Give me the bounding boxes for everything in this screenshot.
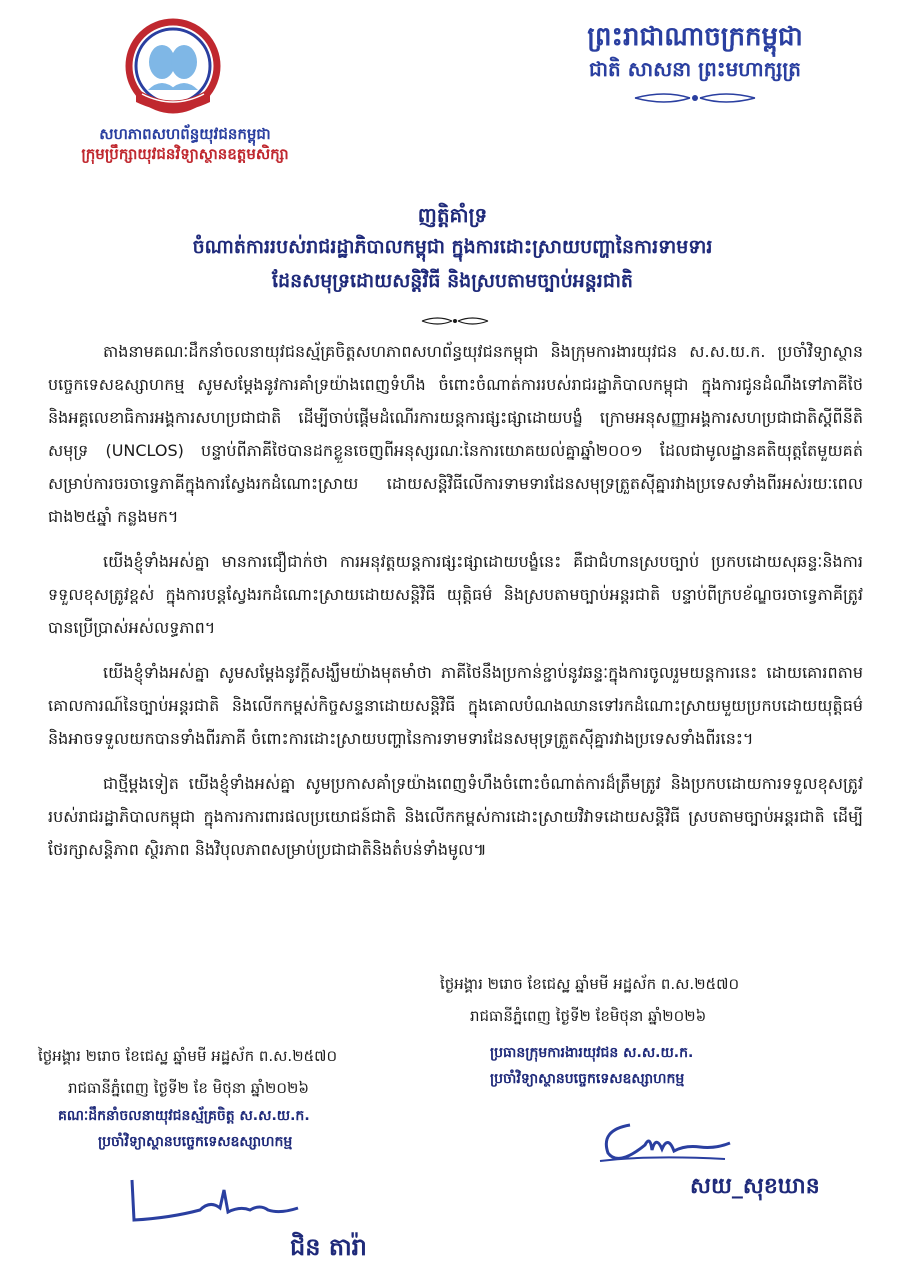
right-signatory-name: សយ_សុខឃាន (690, 1174, 820, 1199)
ornament-divider-icon (630, 90, 760, 106)
title-line-1: ញត្តិគាំទ្រ (417, 203, 488, 227)
right-date-block (440, 968, 860, 1032)
right-solar-date: រាជធានីភ្នំពេញ ថ្ងៃទី២ ខែមិថុនា ឆ្នាំ២០២៦ (470, 1007, 707, 1025)
right-title-line-2: ប្រចាំវិទ្យាស្ថានបច្ចេកទេសឧស្សាហកម្ម (490, 1071, 685, 1087)
youth-federation-logo-icon (118, 18, 228, 120)
paragraph-1: តាងនាមគណៈដឹកនាំចលនាយុវជនស្ម័គ្រចិត្តសហភាពសហព័ន្ធយុវជនកម្ពុជា និងក្រុមការងារយុវជន ស.ស.យ.ក. ប្រចាំវិទ្យាស្ថានបច្ចេកទេសឧស្សាហកម្ម សូមសម្តែងនូវការគាំទ្រយ៉ាងពេញទំហឹង ចំពោះចំណាត់ការរបស់រាជរដ្ឋាភិបាលកម្ពុជា ក្នុងការជូនដំណឹងទៅភាគីថៃ និងអគ្គលេខាធិការអង្គការសហប្រជាជាតិ ដើម្បីចាប់ផ្តើមដំណើរការយន្តការផ្សះផ្សាដោយបង្ខំ ក្រោមអនុសញ្ញាអង្គការសហប្រជាជាតិស្តីពីនីតិសមុទ្រ (UNCLOS) បន្ទាប់ពីភាគីថៃបានដកខ្លួនចេញពីអនុស្សរណៈនៃការយោគយល់គ្នាឆ្នាំ២០០១ ដែលជាមូលដ្ឋានគតិយុត្តតែមួយគត់សម្រាប់ការចរចាទ្វេភាគីក្នុងការស្វែងរកដំណោះស្រាយ ដោយសន្តិវិធីលើការទាមទារដែនសមុទ្រត្រួតស៊ីគ្នារវាងប្រទេសទាំងពីរអស់រយៈពេលជាង២៥ឆ្នាំ កន្លងមក។ (48, 342, 863, 526)
document-title (60, 200, 845, 298)
signature-left-icon (110, 1170, 310, 1230)
left-title-line-2: ប្រចាំវិទ្យាស្ថានបច្ចេកទេសឧស្សាហកម្ម (98, 1134, 293, 1150)
organization-name (60, 124, 310, 164)
left-signatory-title (38, 1103, 478, 1155)
petition-body (48, 335, 863, 878)
left-date-block (38, 1040, 458, 1104)
paragraph-2: យើងខ្ញុំទាំងអស់គ្នា មានការជឿជាក់ថា ការអនុវត្តយន្តការផ្សះផ្សាដោយបង្ខំនេះ គឺជាជំហានស្របច្បាប់ ប្រកបដោយសុឆន្ទៈនិងការទទួលខុសត្រូវខ្ពស់ ក្នុងការបន្តស្វែងរកដំណោះស្រាយដោយសន្តិវិធី យុត្តិធម៌ និងស្របតាមច្បាប់អន្តរជាតិ បន្ទាប់ពីក្របខ័ណ្ឌចរចាទ្វេភាគីត្រូវបានប្រើប្រាស់អស់លទ្ធភាព។ (48, 552, 863, 637)
title-ornament-icon (420, 315, 490, 327)
left-title-line-1: គណៈដឹកនាំចលនាយុវជនស្ម័គ្រចិត្ត ស.ស.យ.ក. (58, 1108, 310, 1124)
right-lunar-date: ថ្ងៃអង្គារ ២រោច ខែជេស្ឋ ឆ្នាំមមី អដ្ឋស័ក ព.ស.២៥៧០ (440, 975, 740, 993)
right-title-line-1: ប្រធានក្រុមការងារយុវជន ស.ស.យ.ក. (490, 1045, 694, 1061)
nation-religion-king: ជាតិ សាសនា ព្រះមហាក្សត្រ (589, 57, 801, 81)
signature-right-icon (590, 1105, 740, 1175)
kingdom-title: ព្រះរាជាណាចក្រកម្ពុជា (587, 22, 803, 52)
right-signatory-title (440, 1040, 905, 1092)
left-signatory-name: ជិន តារ៉ា (290, 1233, 367, 1261)
title-line-2: ចំណាត់ការរបស់រាជរដ្ឋាភិបាលកម្ពុជា ក្នុងការដោះស្រាយបញ្ហានៃការទាមទារ (192, 236, 713, 258)
paragraph-3: យើងខ្ញុំទាំងអស់គ្នា សូមសម្តែងនូវក្តីសង្ឃឹមយ៉ាងមុតមាំថា ភាគីថៃនឹងប្រកាន់ខ្ជាប់នូវឆន្ទៈក្នុងការចូលរួមយន្តការនេះ ដោយគោរពតាមគោលការណ៍នៃច្បាប់អន្តរជាតិ និងលើកកម្ពស់កិច្ចសន្ទនាដោយសន្តិវិធី ក្នុងគោលបំណងឈានទៅរកដំណោះស្រាយមួយប្រកបដោយយុត្តិធម៌ និងអាចទទួលយកបានទាំងពីរភាគី ចំពោះការដោះស្រាយបញ្ហានៃការទាមទារដែនសមុទ្រត្រួតស៊ីគ្នារវាងប្រទេសទាំងពីរនេះ។ (48, 663, 863, 748)
left-lunar-date: ថ្ងៃអង្គារ ២រោច ខែជេស្ឋ ឆ្នាំមមី អដ្ឋស័ក ព.ស.២៥៧០ (38, 1047, 338, 1065)
kingdom-motto (520, 20, 870, 84)
org-line-2: ក្រុមប្រឹក្សាយុវជនវិទ្យាស្ថានឧត្តមសិក្សា (81, 145, 289, 163)
left-solar-date: រាជធានីភ្នំពេញ ថ្ងៃទី២ ខែ មិថុនា ឆ្នាំ២០២៦ (68, 1079, 309, 1097)
title-line-3: ដែនសមុទ្រដោយសន្តិវិធី និងស្របតាមច្បាប់អន្តរជាតិ (271, 270, 633, 292)
org-line-1: សហភាពសហព័ន្ធយុវជនកម្ពុជា (99, 125, 271, 143)
paragraph-4: ជាថ្មីម្តងទៀត យើងខ្ញុំទាំងអស់គ្នា សូមប្រកាសគាំទ្រយ៉ាងពេញទំហឹងចំពោះចំណាត់ការដ៏ត្រឹមត្រូវ និងប្រកបដោយការទទួលខុសត្រូវរបស់រាជរដ្ឋាភិបាលកម្ពុជា ក្នុងការការពារផលប្រយោជន៍ជាតិ និងលើកកម្ពស់ការដោះស្រាយវិវាទដោយសន្តិវិធី ស្របតាមច្បាប់អន្តរជាតិ ដើម្បីថែរក្សាសន្តិភាព ស្ថិរភាព និងវិបុលភាពសម្រាប់ប្រជាជាតិនិងតំបន់ទាំងមូល៕ (48, 774, 863, 859)
